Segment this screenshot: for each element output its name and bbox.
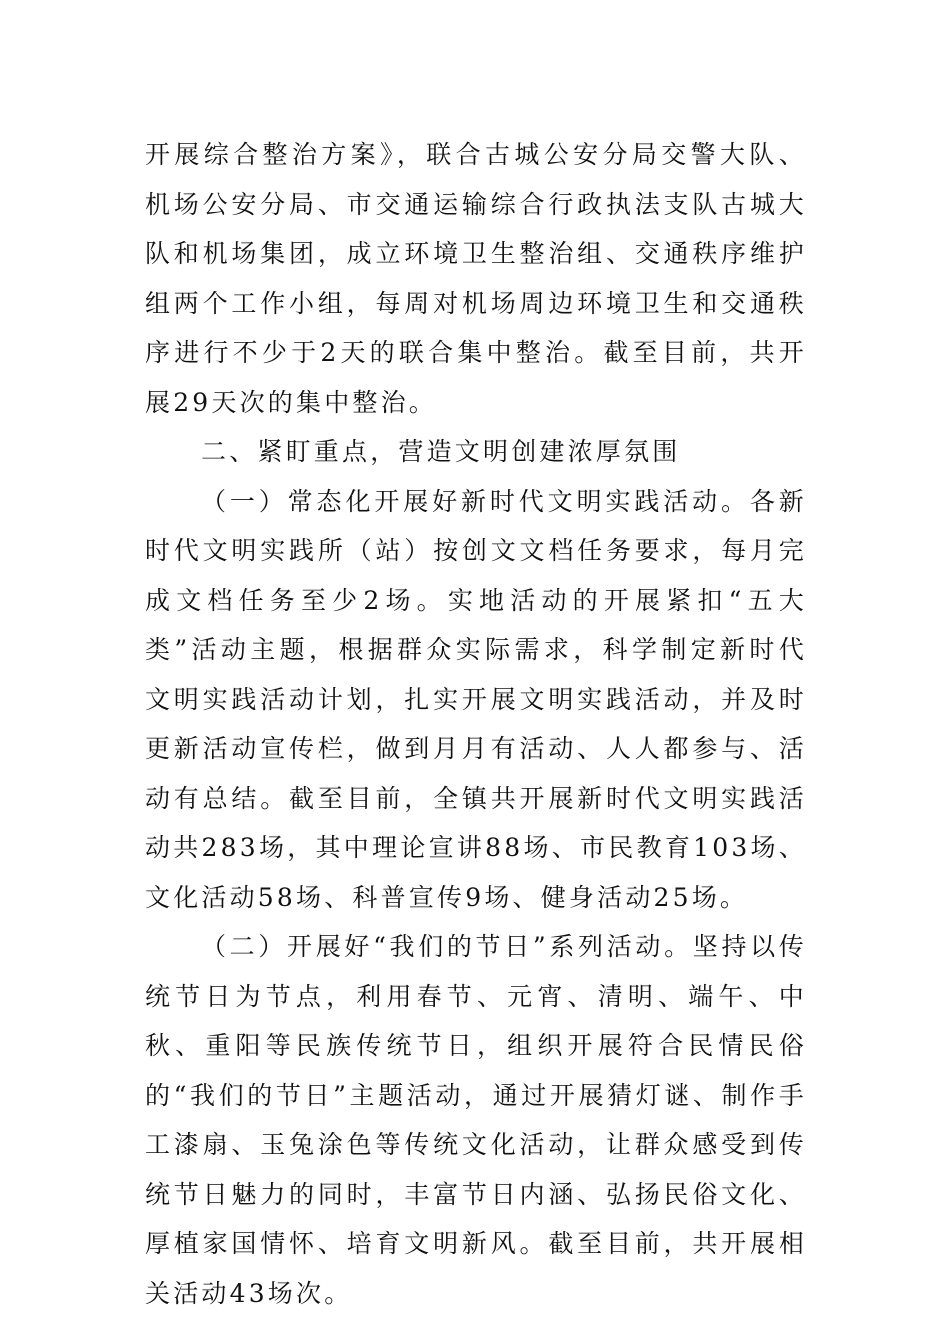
paragraph-festival-activities: （二）开展好“我们的节日”系列活动。坚持以传统节日为节点，利用春节、元宵、清明、端午、中秋、重阳等民族传统节日，组织开展符合民情民俗的“我们的节日”主题活动，通过开展猜灯谜、制作手工漆扇、玉兔涂色等传统文化活动，让群众感受到传统节日魅力的同时，丰富节日内涵、弘扬民俗文化、厚植家国情怀、培育文明新风。截至目前，共开展相关活动43场次。: [145, 932, 807, 1308]
paragraph-practice-activities: （一）常态化开展好新时代文明实践活动。各新时代文明实践所（站）按创文文档任务要求，每月完成文档任务至少2场。实地活动的开展紧扣“五大类”活动主题，根据群众实际需求，科学制定新时代文明实践活动计划，扎实开展文明实践活动，并及时更新活动宣传栏，做到月月有活动、人人都参与、活动有总结。截至目前，全镇共开展新时代文明实践活动共283场，其中理论宣讲88场、市民教育103场、文化活动58场、科普宣传9场、健身活动25场。: [145, 486, 807, 912]
paragraph-continued: 开展综合整治方案》，联合古城公安分局交警大队、机场公安分局、市交通运输综合行政执法支队古城大队和机场集团，成立环境卫生整治组、交通秩序维护组两个工作小组，每周对机场周边环境卫生和交通秩序进行不少于2天的联合集中整治。截至目前，共开展29天次的集中整治。: [145, 140, 807, 417]
section-heading: 二、紧盯重点，营造文明创建浓厚氛围: [201, 437, 681, 466]
document-page: [145, 130, 807, 1318]
